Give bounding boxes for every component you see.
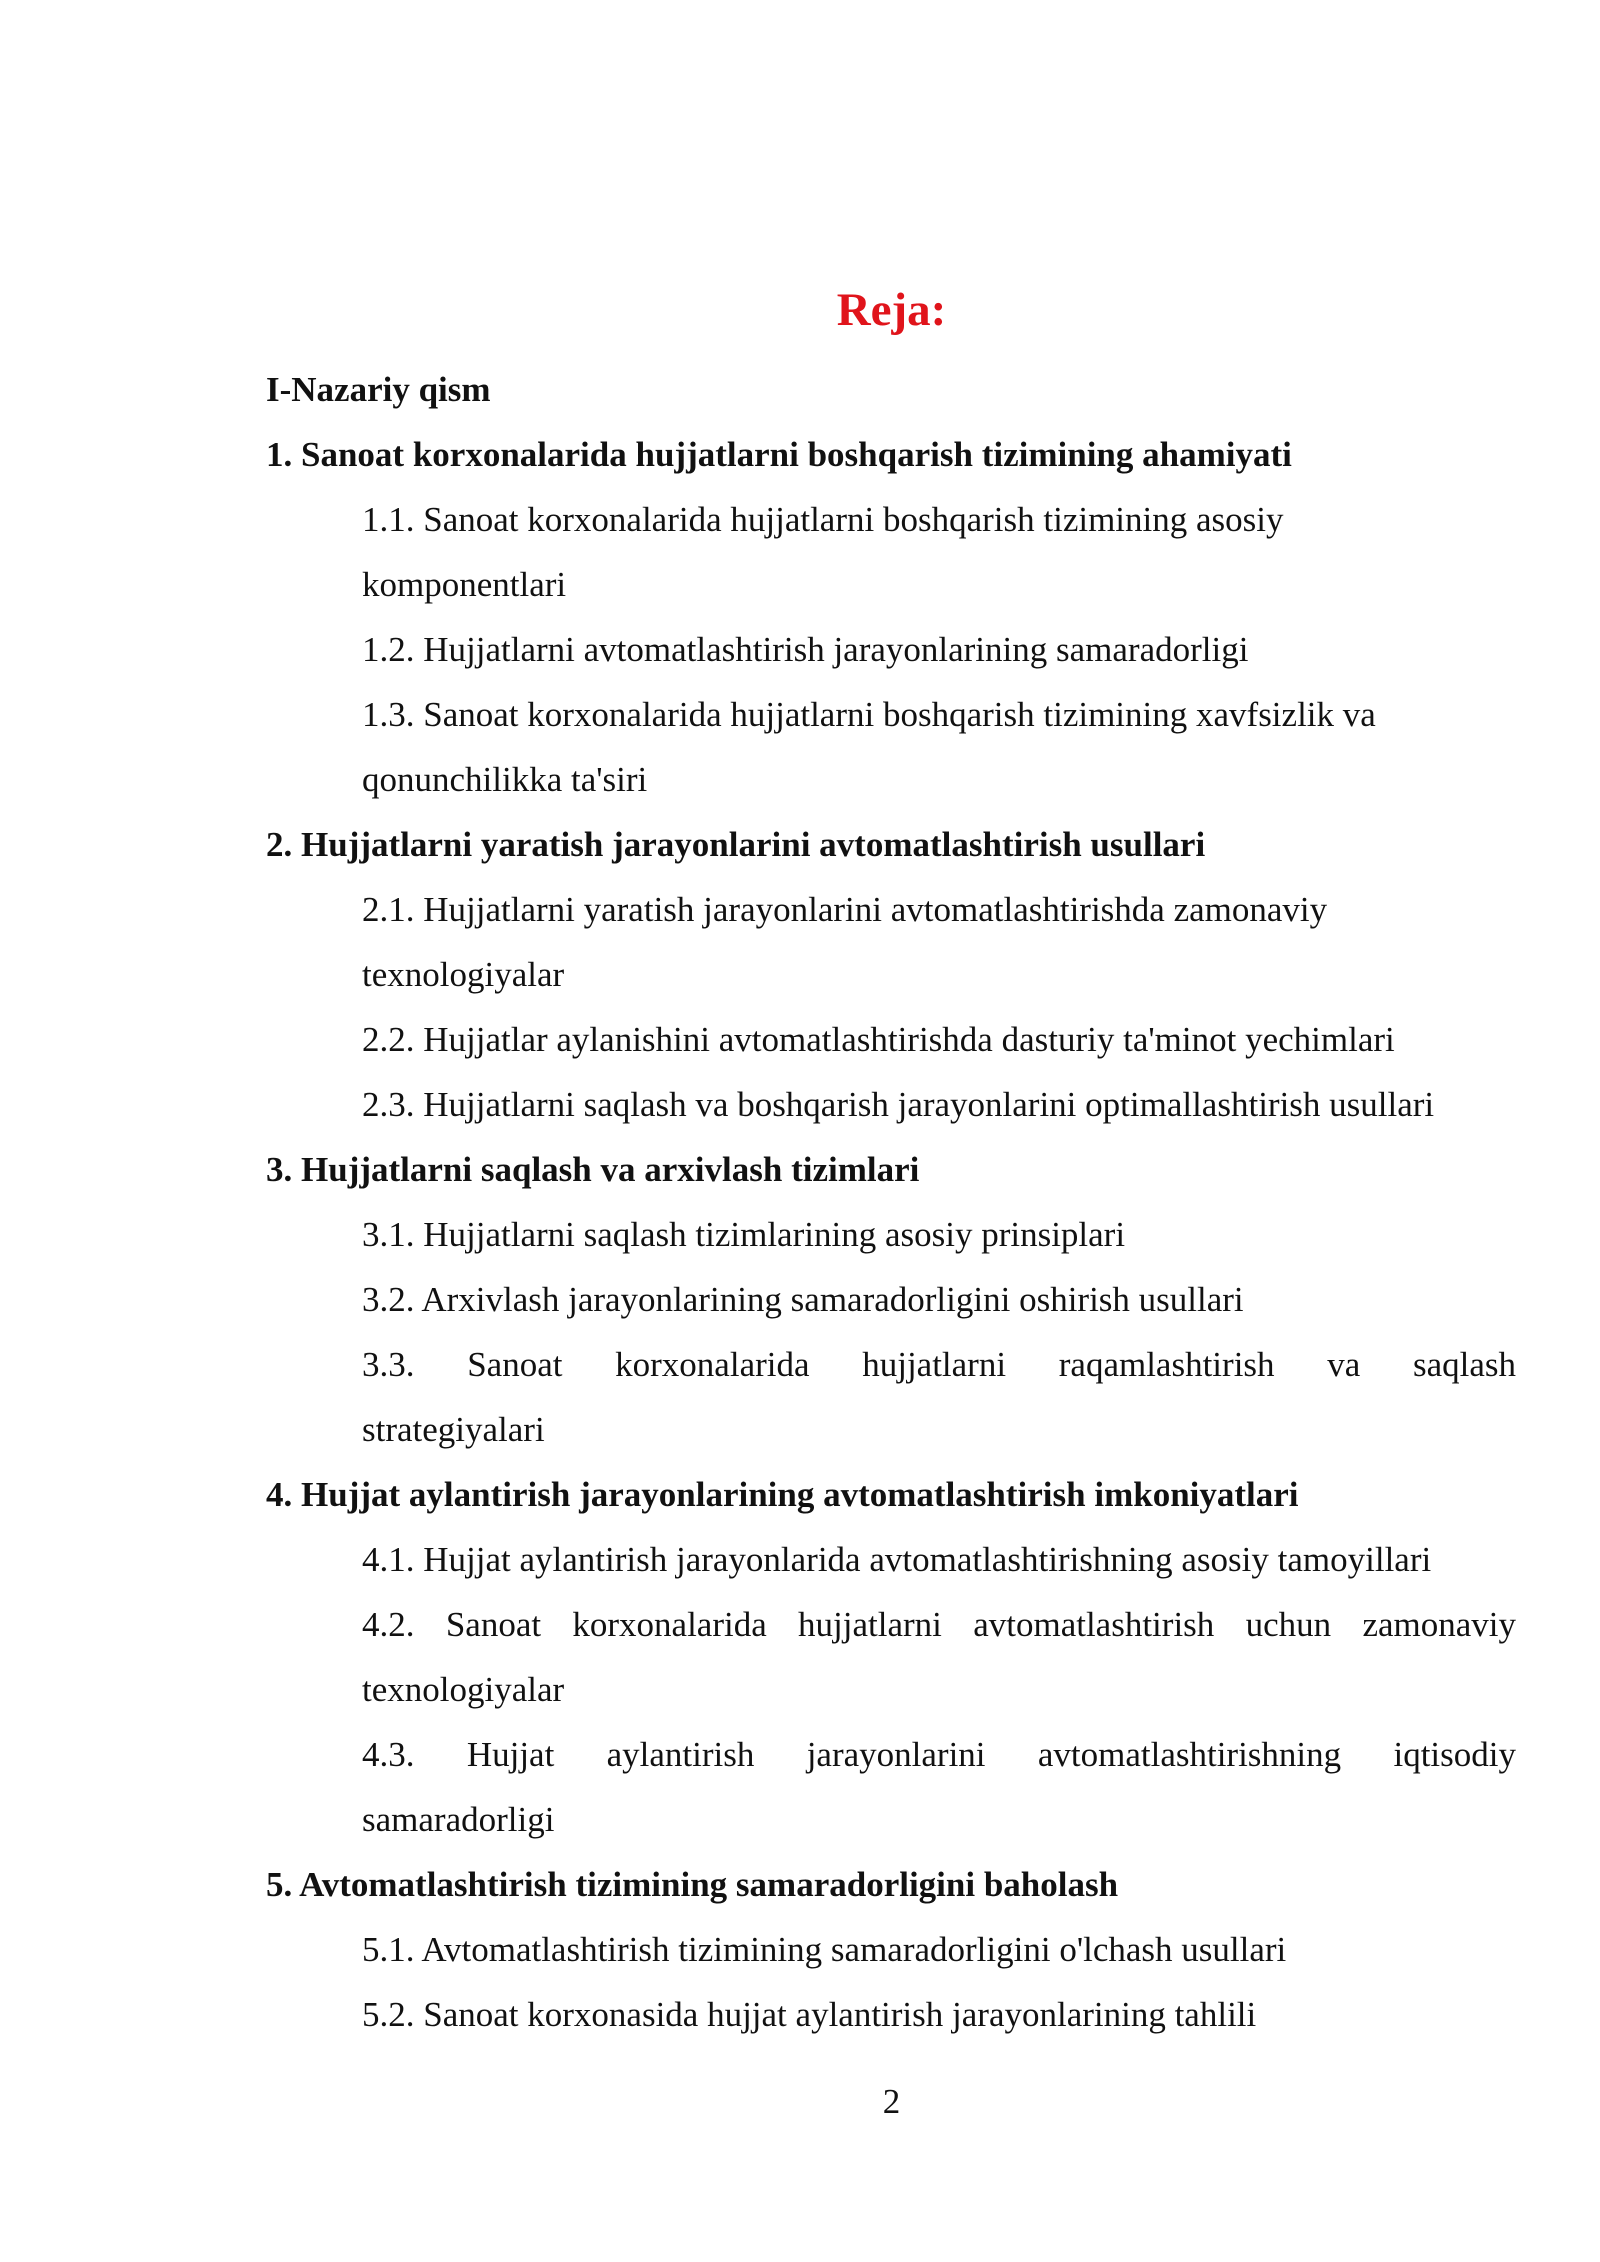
subsection-5-2: [266, 1982, 1516, 2047]
subsection-1-3: [266, 682, 1516, 812]
subsection-1-2: [266, 617, 1516, 682]
subsection-text: 4.3. Hujjat aylantirish jarayonlarini avtomatlashtirishning iqtisodiy: [362, 1735, 1516, 1774]
subsection-2-2: [266, 1007, 1516, 1072]
section-heading-5: 5. Avtomatlashtirish tizimining samaradorligini baholash: [266, 1865, 1119, 1904]
subsection-4-1: [266, 1527, 1516, 1592]
subsection-text: 5.2. Sanoat korxonasida hujjat aylantirish jarayonlarining tahlili: [362, 1995, 1257, 2034]
subsection-text: 2.3. Hujjatlarni saqlash va boshqarish jarayonlarini optimallashtirish usullari: [362, 1085, 1435, 1124]
subsection-3-2: [266, 1267, 1516, 1332]
subsection-2-1: [266, 877, 1516, 1007]
subsection-text: 4.1. Hujjat aylantirish jarayonlarida avtomatlashtirishning asosiy tamoyillari: [362, 1540, 1432, 1579]
subsection-text-continued: texnologiyalar: [362, 955, 565, 994]
subsection-text: 2.1. Hujjatlarni yaratish jarayonlarini avtomatlashtirishda zamonaviy: [362, 890, 1328, 929]
section-heading-1: 1. Sanoat korxonalarida hujjatlarni boshqarish tizimining ahamiyati: [266, 435, 1292, 474]
subsection-3-1: [266, 1202, 1516, 1267]
page-number: 2: [882, 2082, 901, 2121]
subsection-text: 1.2. Hujjatlarni avtomatlashtirish jarayonlarining samaradorligi: [362, 630, 1249, 669]
subsection-text: 3.1. Hujjatlarni saqlash tizimlarining asosiy prinsiplari: [362, 1215, 1126, 1254]
section-heading-4: 4. Hujjat aylantirish jarayonlarining avtomatlashtirish imkoniyatlari: [266, 1475, 1299, 1514]
subsection-text-continued: strategiyalari: [362, 1410, 545, 1449]
subsection-text-continued: texnologiyalar: [362, 1670, 565, 1709]
subsection-text: 3.3. Sanoat korxonalarida hujjatlarni raqamlashtirish va saqlash: [362, 1345, 1516, 1384]
table-of-contents: [266, 357, 1516, 2047]
subsection-2-3: [266, 1072, 1516, 1137]
subsection-4-2: [266, 1592, 1516, 1722]
subsection-text: 5.1. Avtomatlashtirish tizimining samaradorligini o'lchash usullari: [362, 1930, 1287, 1969]
subsection-text-continued: samaradorligi: [362, 1800, 555, 1839]
subsection-text: 4.2. Sanoat korxonalarida hujjatlarni avtomatlashtirish uchun zamonaviy: [362, 1605, 1516, 1644]
subsection-1-1: [266, 487, 1516, 617]
subsection-text-continued: komponentlari: [362, 565, 567, 604]
part-heading: I-Nazariy qism: [266, 370, 491, 409]
subsection-text: 1.3. Sanoat korxonalarida hujjatlarni boshqarish tizimining xavfsizlik va: [362, 695, 1376, 734]
section-heading-2: 2. Hujjatlarni yaratish jarayonlarini avtomatlashtirish usullari: [266, 825, 1206, 864]
subsection-text: 3.2. Arxivlash jarayonlarining samaradorligini oshirish usullari: [362, 1280, 1244, 1319]
subsection-3-3: [266, 1332, 1516, 1462]
subsection-5-1: [266, 1917, 1516, 1982]
subsection-4-3: [266, 1722, 1516, 1852]
subsection-text: 2.2. Hujjatlar aylanishini avtomatlashtirishda dasturiy ta'minot yechimlari: [362, 1020, 1395, 1059]
page-title: Reja:: [836, 284, 947, 336]
subsection-text-continued: qonunchilikka ta'siri: [362, 760, 648, 799]
subsection-text: 1.1. Sanoat korxonalarida hujjatlarni boshqarish tizimining asosiy: [362, 500, 1284, 539]
section-heading-3: 3. Hujjatlarni saqlash va arxivlash tizimlari: [266, 1150, 920, 1189]
